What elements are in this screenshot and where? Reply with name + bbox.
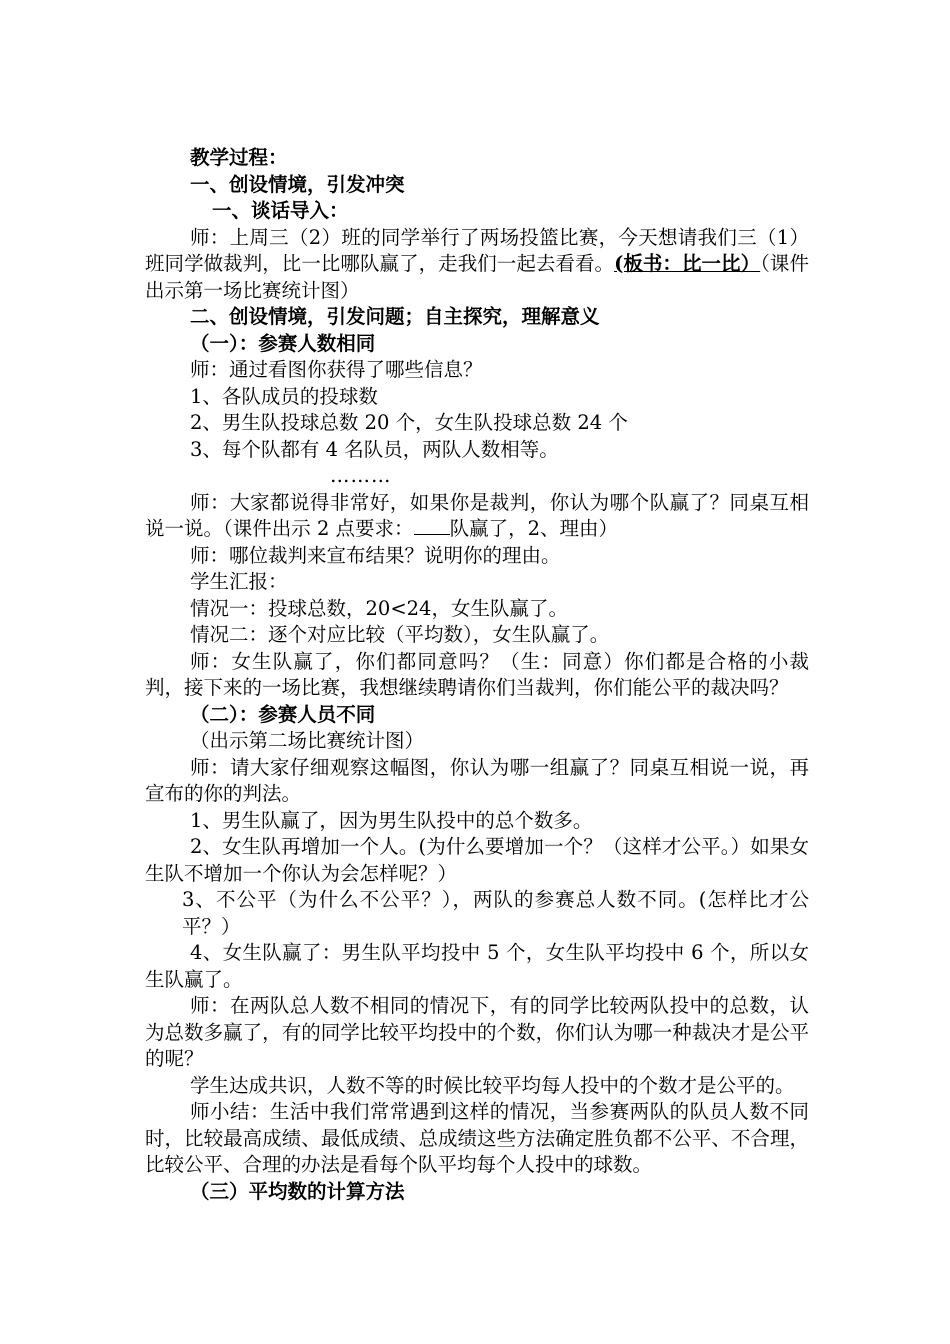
- paragraph-report: 学生汇报：: [190, 570, 288, 593]
- paragraph-agree: 师：女生队赢了，你们都同意吗？（生：同意）你们都是合格的小裁判，接下来的一场比赛，我想继续聘请你们当裁判，你们能公平的裁决吗？: [145, 649, 809, 699]
- board-note: (板书：比一比）: [614, 252, 761, 275]
- answer-2: 2、女生队再增加一个人。(为什么要增加一个？（这样才公平。）如果女生队不增加一个你认为会怎样呢？）: [145, 835, 809, 885]
- list-item-1: 1、各队成员的投球数: [190, 384, 378, 408]
- intro-text: 师：上周三（2）班的同学举行了两场投篮比赛，今天想请我们三（1）班同学做裁判，比一比哪队赢了，走我们一起去看看。: [145, 225, 809, 275]
- paragraph-consensus: 学生达成共识，人数不等的时候比较平均每人投中的个数才是公平的。: [190, 1073, 795, 1097]
- answer-1: 1、男生队赢了，因为男生队投中的总个数多。: [190, 808, 593, 832]
- document-page: [145, 145, 809, 1205]
- heading-section-2: 二、创设情境，引发问题；自主探究，理解意义: [190, 305, 600, 328]
- paragraph-referee: [145, 490, 809, 543]
- fill-blank: [414, 517, 450, 535]
- heading-same-count: （一）：参赛人数相同: [190, 331, 376, 355]
- heading-intro: 一、谈话导入：: [212, 199, 349, 222]
- paragraph-question: 师：通过看图你获得了哪些信息？: [190, 358, 483, 381]
- paragraph-announce: 师：哪位裁判来宣布结果？说明你的理由。: [190, 543, 561, 567]
- referee-text: 师：大家都说得非常好，如果你是裁判，你认为哪个队赢了？同桌互相说一说。（课件出示 2 点要求：: [145, 490, 809, 540]
- heading-section-1: 一、创设情境，引发冲突: [190, 172, 405, 196]
- ellipsis: ………: [330, 464, 392, 487]
- answer-3: 3、不公平（为什么不公平？），两队的参赛总人数不同。(怎样比才公平？）: [182, 888, 809, 938]
- answer-4: 4、女生队赢了：男生队平均投中 5 个，女生队平均投中 6 个，所以女生队赢了。: [145, 941, 809, 991]
- paragraph-second-chart: （出示第二场比赛统计图）: [190, 729, 425, 752]
- list-item-2: 2、男生队投球总数 20 个，女生队投球总数 24 个: [190, 411, 628, 434]
- heading-average-method: （三）平均数的计算方法: [190, 1179, 405, 1203]
- paragraph-discussion: 师：在两队总人数不相同的情况下，有的同学比较两队投中的总数，认为总数多赢了，有的同学比较平均投中的个数，你们认为哪一种裁决才是公平的呢？: [145, 994, 809, 1070]
- case-1: 情况一：投球总数，20<24，女生队赢了。: [190, 596, 568, 620]
- heading-different-count: （二）：参赛人员不同: [190, 702, 376, 726]
- courseware-note: （课件出示第一场比赛统计图）: [145, 252, 809, 302]
- paragraph-observe: 师：请大家仔细观察这幅图，你认为哪一组赢了？同桌互相说一说，再宣布的你的判法。: [145, 755, 809, 805]
- paragraph-summary: 师小结：生活中我们常常遇到这样的情况，当参赛两队的队员人数不同时，比较最高成绩、最低成绩、总成绩这些方法确定胜负都不公平、不合理，比较公平、合理的办法是看每个队平均每个人投中的球数。: [145, 1100, 809, 1176]
- list-item-3: 3、每个队都有 4 名队员，两队人数相等。: [190, 437, 559, 461]
- paragraph-intro: [145, 225, 809, 305]
- case-2: 情况二：逐个对应比较（平均数），女生队赢了。: [190, 623, 610, 646]
- referee-text-end: 队赢了，2、理由）: [449, 517, 618, 540]
- heading-teaching-process: 教学过程：: [190, 146, 288, 169]
